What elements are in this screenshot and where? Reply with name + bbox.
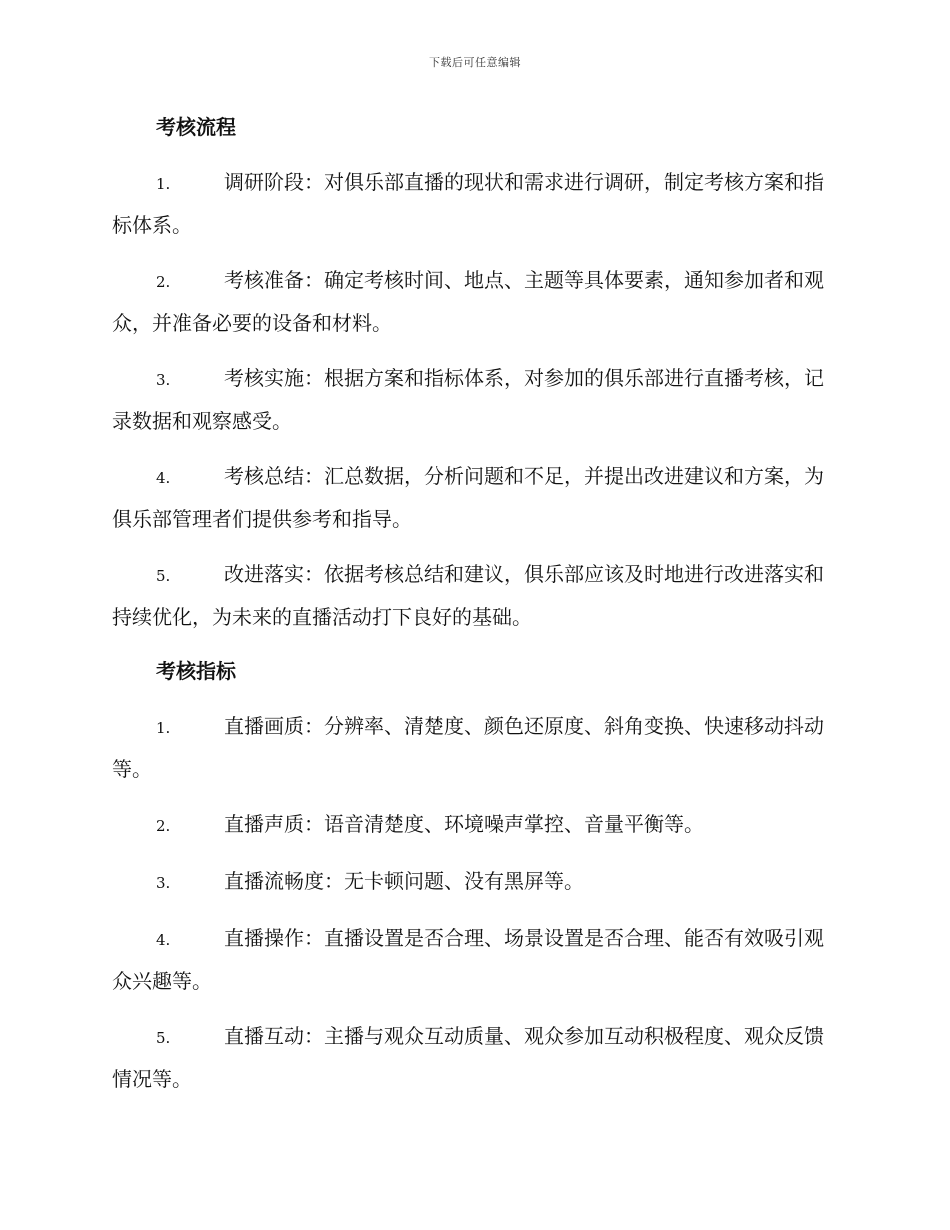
list-item (112, 1016, 836, 1100)
list-item (112, 358, 836, 442)
list-item (112, 918, 836, 1002)
list-item (112, 706, 836, 790)
list-item (112, 804, 836, 847)
section-assessment-indicators (112, 652, 836, 1100)
item-number: 1. (156, 719, 171, 737)
list-item (112, 260, 836, 344)
item-number: 1. (156, 175, 171, 193)
item-text: 考核总结：汇总数据，分析问题和不足，并提出改进建议和方案，为俱乐部管理者们提供参考和指导。 (112, 464, 824, 531)
item-text: 直播画质：分辨率、清楚度、颜色还原度、斜角变换、快速移动抖动等。 (112, 714, 824, 781)
section-heading: 考核指标 (156, 659, 236, 683)
list-item (112, 554, 836, 638)
item-text: 考核实施：根据方案和指标体系，对参加的俱乐部进行直播考核，记录数据和观察感受。 (112, 366, 824, 433)
item-text: 直播声质：语音清楚度、环境噪声掌控、音量平衡等。 (224, 812, 704, 836)
item-number: 2. (156, 273, 171, 291)
item-text: 直播互动：主播与观众互动质量、观众参加互动积极程度、观众反馈情况等。 (112, 1024, 824, 1091)
document-body (112, 108, 836, 1114)
item-number: 5. (156, 1029, 171, 1047)
item-text: 直播操作：直播设置是否合理、场景设置是否合理、能否有效吸引观众兴趣等。 (112, 926, 824, 993)
item-number: 4. (156, 469, 171, 487)
item-number: 4. (156, 931, 171, 949)
item-number: 3. (156, 874, 171, 892)
list-item (112, 162, 836, 246)
item-number: 5. (156, 567, 171, 585)
item-text: 直播流畅度：无卡顿问题、没有黑屏等。 (224, 869, 584, 893)
item-text: 调研阶段：对俱乐部直播的现状和需求进行调研，制定考核方案和指标体系。 (112, 170, 824, 237)
page-header: 下载后可任意编辑 (429, 56, 521, 69)
item-number: 2. (156, 817, 171, 835)
section-heading: 考核流程 (156, 115, 236, 139)
item-text: 考核准备：确定考核时间、地点、主题等具体要素，通知参加者和观众，并准备必要的设备和材料。 (112, 268, 824, 335)
section-assessment-process (112, 108, 836, 638)
list-item (112, 861, 836, 904)
item-number: 3. (156, 371, 171, 389)
list-item (112, 456, 836, 540)
item-text: 改进落实：依据考核总结和建议，俱乐部应该及时地进行改进落实和持续优化，为未来的直播活动打下良好的基础。 (112, 562, 824, 629)
